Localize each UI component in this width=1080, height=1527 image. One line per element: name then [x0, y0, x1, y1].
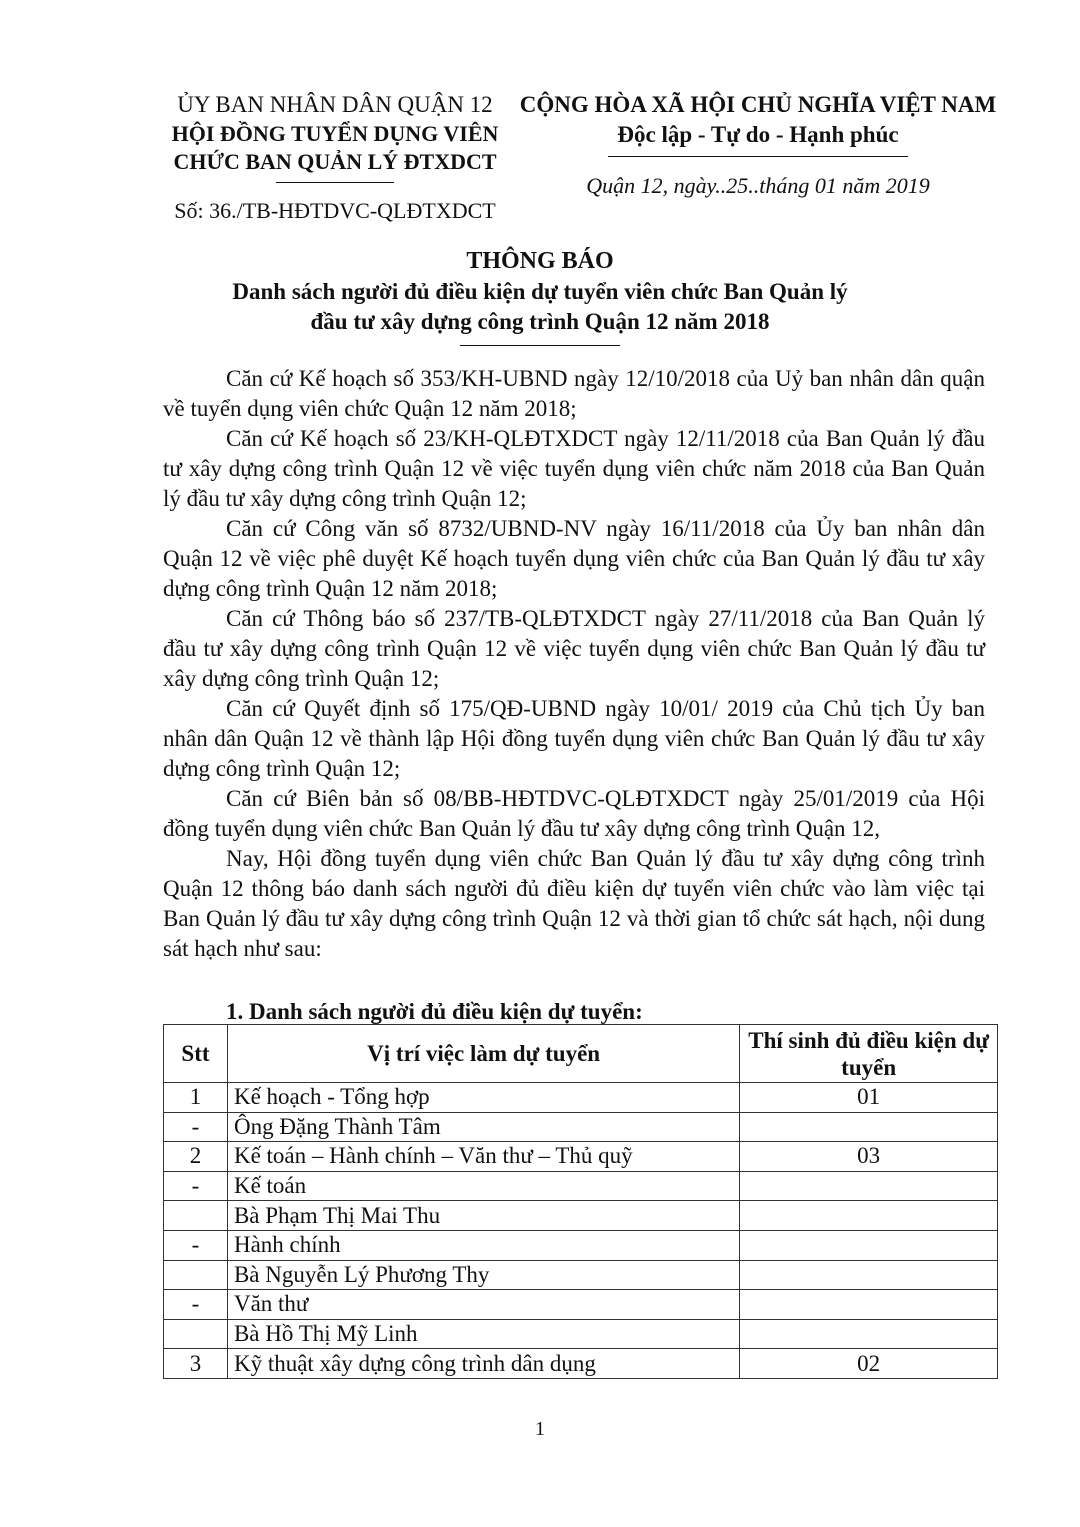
col-header-stt: Stt — [164, 1025, 228, 1083]
row-position: Bà Hồ Thị Mỹ Linh — [227, 1319, 739, 1349]
legal-basis-paragraph: Căn cứ Quyết định số 175/QĐ-UBND ngày 10/01/ 2019 của Chủ tịch Ủy ban nhân dân Quận 12 về thành lập Hội đồng tuyển dụng viên chức Ban Quản lý đầu tư xây dựng công trình Quận 12; — [163, 696, 985, 781]
announcement-paragraph: Nay, Hội đồng tuyển dụng viên chức Ban Quản lý đầu tư xây dựng công trình Quận 12 thông báo danh sách người đủ điều kiện dự tuyển viên chức vào làm việc tại Ban Quản lý đầu tư xây dựng công trình Quận 12 và thời gian tổ chức sát hạch, nội dung sát hạch như sau: — [163, 846, 985, 961]
row-count: 02 — [740, 1349, 998, 1379]
row-stt: - — [164, 1171, 228, 1201]
row-stt: 3 — [164, 1349, 228, 1379]
table-row — [164, 1083, 998, 1113]
table-row — [164, 1260, 998, 1290]
row-count — [740, 1260, 998, 1290]
section-1-title: 1. Danh sách người đủ điều kiện dự tuyển: — [226, 999, 643, 1024]
row-stt — [164, 1201, 228, 1231]
table-row — [164, 1112, 998, 1142]
row-stt: - — [164, 1230, 228, 1260]
legal-basis-paragraph: Căn cứ Công văn số 8732/UBND-NV ngày 16/11/2018 của Ủy ban nhân dân Quận 12 về việc phê duyệt Kế hoạch tuyển dụng viên chức của Ban Quản lý đầu tư xây dựng công trình Quận 12 năm 2018; — [163, 516, 985, 601]
row-position: Kế toán – Hành chính – Văn thư – Thủ quỹ — [227, 1142, 739, 1172]
row-stt — [164, 1260, 228, 1290]
document-subject-line-1: Danh sách người đủ điều kiện dự tuyển viên chức Ban Quản lý — [232, 279, 848, 304]
row-stt: - — [164, 1112, 228, 1142]
row-count — [740, 1201, 998, 1231]
document-body — [163, 364, 985, 964]
row-position: Văn thư — [227, 1290, 739, 1320]
row-position: Kế toán — [227, 1171, 739, 1201]
legal-basis-paragraph: Căn cứ Biên bản số 08/BB-HĐTDVC-QLĐTXDCT ngày 25/01/2019 của Hội đồng tuyển dụng viên chức Ban Quản lý đầu tư xây dựng công trình Quận 12, — [163, 786, 985, 841]
table-row — [164, 1171, 998, 1201]
agency-line-1: ỦY BAN NHÂN DÂN QUẬN 12 — [177, 92, 493, 117]
row-position: Hành chính — [227, 1230, 739, 1260]
row-count — [740, 1112, 998, 1142]
motto-underline — [608, 156, 908, 157]
agency-line-3: CHỨC BAN QUẢN LÝ ĐTXDCT — [173, 149, 497, 174]
table-row — [164, 1142, 998, 1172]
document-title-block — [0, 245, 1080, 346]
legal-basis-paragraph: Căn cứ Kế hoạch số 353/KH-UBND ngày 12/10/2018 của Uỷ ban nhân dân quận về tuyển dụng viên chức Quận 12 năm 2018; — [163, 366, 985, 421]
legal-basis-paragraph: Căn cứ Thông báo số 237/TB-QLĐTXDCT ngày 27/11/2018 của Ban Quản lý đầu tư xây dựng công trình Quận 12 về việc tuyển dụng viên chức Ban Quản lý đầu tư xây dựng công trình Quận 12; — [163, 606, 985, 691]
row-count — [740, 1230, 998, 1260]
row-count — [740, 1171, 998, 1201]
document-heading: THÔNG BÁO — [466, 248, 614, 274]
row-position: Kế hoạch - Tổng hợp — [227, 1083, 739, 1113]
document-date: Quận 12, ngày..25..tháng 01 năm 2019 — [586, 173, 930, 198]
national-title: CỘNG HÒA XÃ HỘI CHỦ NGHĨA VIỆT NAM — [519, 92, 997, 117]
row-count — [740, 1290, 998, 1320]
document-subject-line-2: đầu tư xây dựng công trình Quận 12 năm 2018 — [310, 309, 770, 334]
national-heading-block — [508, 90, 1008, 201]
eligible-candidates-table — [163, 1024, 998, 1379]
row-position: Ông Đặng Thành Tâm — [227, 1112, 739, 1142]
agency-line-2: HỘI ĐỒNG TUYỂN DỤNG VIÊN — [171, 121, 499, 146]
row-position: Bà Nguyễn Lý Phương Thy — [227, 1260, 739, 1290]
table-row — [164, 1201, 998, 1231]
title-underline — [460, 345, 620, 346]
row-position: Bà Phạm Thị Mai Thu — [227, 1201, 739, 1231]
national-motto: Độc lập - Tự do - Hạnh phúc — [617, 122, 899, 147]
table-header-row — [164, 1025, 998, 1083]
row-count — [740, 1319, 998, 1349]
legal-basis-paragraph: Căn cứ Kế hoạch số 23/KH-QLĐTXDCT ngày 12/11/2018 của Ban Quản lý đầu tư xây dựng công trình Quận 12 về việc tuyển dụng viên chức năm 2018 của Ban Quản lý đầu tư xây dựng công trình Quận 12; — [163, 426, 985, 511]
row-position: Kỹ thuật xây dựng công trình dân dụng — [227, 1349, 739, 1379]
row-count: 03 — [740, 1142, 998, 1172]
page-number: 1 — [535, 1418, 545, 1440]
row-stt — [164, 1319, 228, 1349]
document-number: Số: 36./TB-HĐTDVC-QLĐTXDCT — [174, 198, 496, 223]
table-row — [164, 1349, 998, 1379]
row-stt: 1 — [164, 1083, 228, 1113]
table-row — [164, 1230, 998, 1260]
table-row — [164, 1290, 998, 1320]
col-header-position: Vị trí việc làm dự tuyển — [227, 1025, 739, 1083]
row-stt: 2 — [164, 1142, 228, 1172]
issuing-agency-block — [140, 90, 530, 225]
row-count: 01 — [740, 1083, 998, 1113]
agency-underline — [276, 182, 394, 183]
table-row — [164, 1319, 998, 1349]
col-header-eligible: Thí sinh đủ điều kiện dự tuyển — [740, 1025, 998, 1083]
row-stt: - — [164, 1290, 228, 1320]
